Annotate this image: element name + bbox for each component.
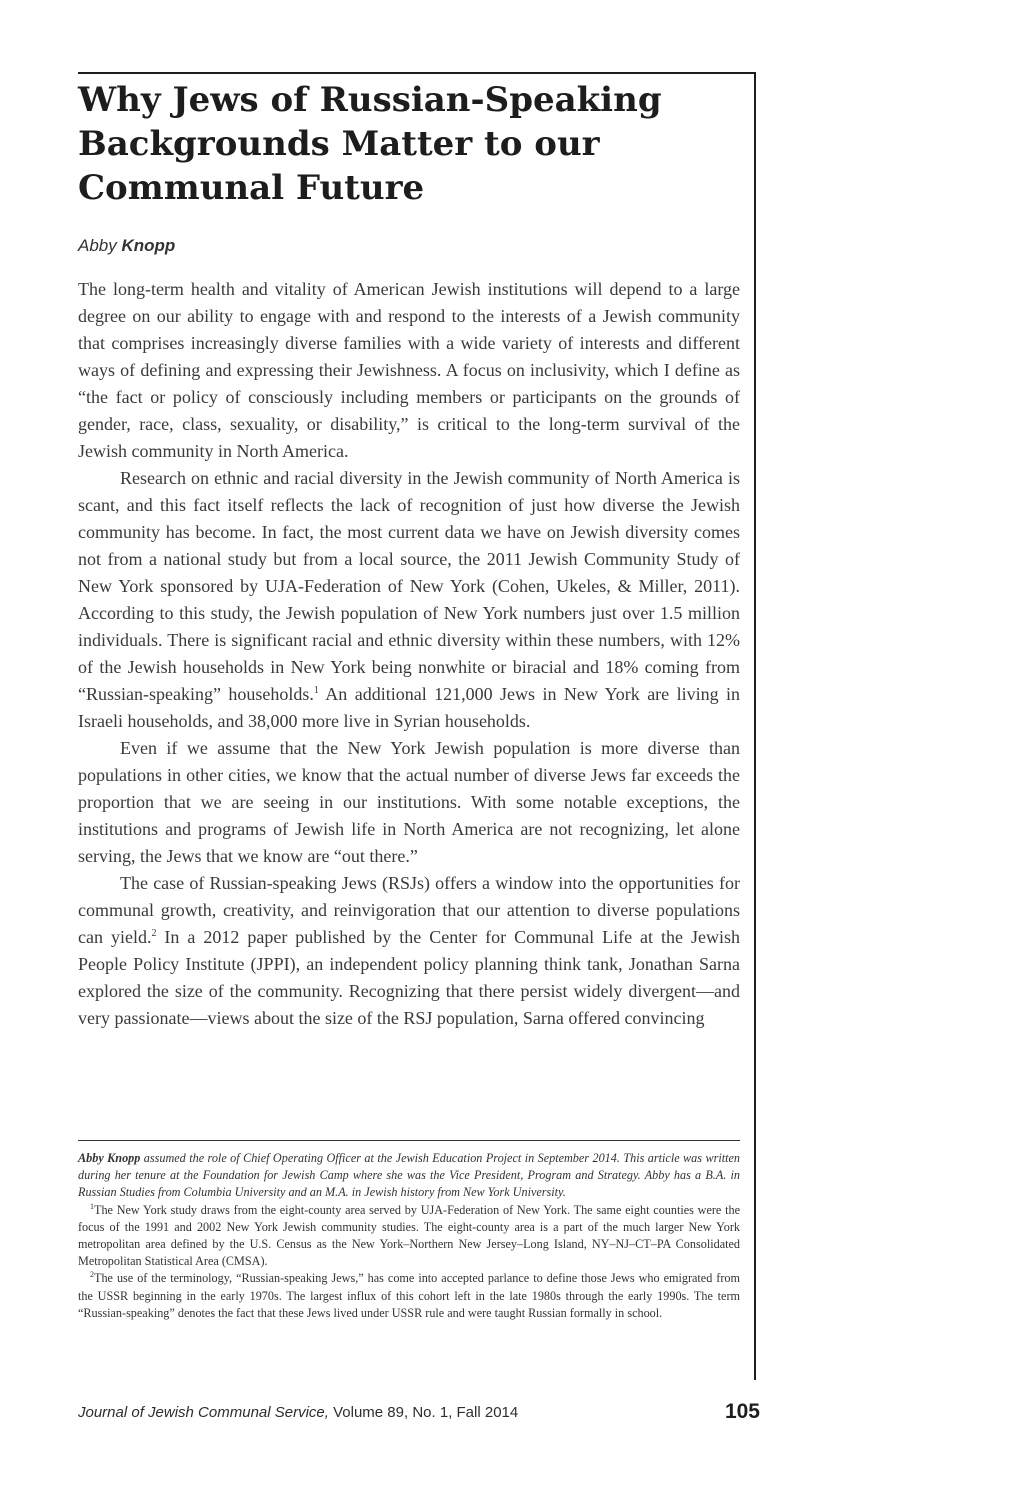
footnote-rule bbox=[78, 1140, 740, 1141]
paragraph-text: In a 2012 paper published by the Center for Communal Life at the Jewish People Policy Institute (JPPI), an independent policy planning think tank, Jonathan Sarna explored the size of the community. Recognizing that there persist widely divergent—and very passionate—views about the size of the RSJ population, Sarna offered convincing bbox=[78, 927, 740, 1028]
author-bio bbox=[78, 1150, 740, 1202]
title-line: Communal Future bbox=[78, 168, 425, 208]
footnote-ref: 1 bbox=[313, 685, 319, 696]
paragraph-text: The case of Russian-speaking Jews (RSJs) offers a window into the opportunities for communal growth, creativity, and reinvigoration that our attention to diverse populations can yield. bbox=[78, 873, 740, 947]
body-paragraph bbox=[78, 465, 740, 735]
body-paragraph bbox=[78, 870, 740, 1032]
article-body bbox=[78, 276, 740, 1032]
top-rule bbox=[78, 72, 756, 74]
body-paragraph: The long-term health and vitality of American Jewish institutions will depend to a large degree on our ability to engage with and respond to the interests of a Jewish community that comprises increasingly diverse families with a wide variety of interests and different ways of defining and expressing their Jewishness. A focus on inclusivity, which I define as “the fact or policy of consciously including members or participants on the grounds of gender, race, class, sexuality, or disability,” is critical to the long-term survival of the Jewish community in North America. bbox=[78, 279, 740, 461]
running-footer bbox=[78, 1403, 518, 1423]
footnote bbox=[78, 1202, 740, 1271]
bio-text: assumed the role of Chief Operating Officer at the Jewish Education Project in September 2014. This article was written during her tenure at the Foundation for Jewish Camp where she was the Vice President, Program and Strategy. Abby has a B.A. in Russian Studies from Columbia University and an M.A. in Jewish history from New York University. bbox=[78, 1151, 740, 1200]
author-first-name: Abby bbox=[78, 236, 117, 255]
paragraph-text: An additional 121,000 Jews in New York are living in Israeli households, and 38,000 more live in Syrian households. bbox=[78, 684, 740, 731]
journal-issue: Volume 89, No. 1, Fall 2014 bbox=[328, 1404, 519, 1421]
footnote bbox=[78, 1270, 740, 1322]
paragraph-text: Research on ethnic and racial diversity in the Jewish community of North America is scant, and this fact itself reflects the lack of recognition of just how diverse the Jewish community has become. In fact, the most current data we have on Jewish diversity comes not from a national study but from a local source, the 2011 Jewish Community Study of New York sponsored by UJA-Federation of New York (Cohen, Ukeles, & Miller, 2011). According to this study, the Jewish population of New York numbers just over 1.5 million individuals. There is significant racial and ethnic diversity within these numbers, with 12% of the Jewish households in New York being nonwhite or biracial and 18% coming from “Russian-speaking” households. bbox=[78, 468, 740, 704]
footnotes bbox=[78, 1150, 740, 1322]
footnote-mark: 1 bbox=[90, 1201, 94, 1211]
footnote-text: The New York study draws from the eight-county area served by UJA-Federation of New York. The same eight counties were the focus of the 1991 and 2002 New York Jewish community studies. The eight-county area is a part of the much larger New York metropolitan area defined by the U.S. Census as the New York–Northern New Jersey–Long Island, NY–NJ–CT–PA Consolidated Metropolitan Statistical Area (CMSA). bbox=[78, 1202, 740, 1269]
article-title bbox=[78, 78, 718, 210]
author-last-name: Knopp bbox=[121, 236, 176, 255]
author-byline bbox=[78, 234, 175, 258]
footnote-text: The use of the terminology, “Russian-speaking Jews,” has come into accepted parlance to define those Jews who emigrated from the USSR beginning in the early 1970s. The largest influx of this cohort left in the late 1980s through the early 1990s. The term “Russian-speaking” denotes the fact that these Jews lived under USSR rule and were taught Russian formally in school. bbox=[78, 1271, 740, 1320]
bio-name: Abby Knopp bbox=[78, 1151, 141, 1165]
footnote-mark: 2 bbox=[90, 1270, 94, 1280]
page-number: 105 bbox=[724, 1400, 760, 1423]
footnote-ref: 2 bbox=[151, 928, 157, 939]
body-paragraph: Even if we assume that the New York Jewish population is more diverse than populations in other cities, we know that the actual number of diverse Jews far exceeds the proportion that we are seeing in our institutions. With some notable exceptions, the institutions and programs of Jewish life in North America are not recognizing, let alone serving, the Jews that we know are “out there.” bbox=[78, 738, 740, 866]
journal-name: Journal of Jewish Communal Service, bbox=[78, 1404, 329, 1421]
title-line: Why Jews of Russian-Speaking bbox=[78, 80, 662, 120]
title-line: Backgrounds Matter to our bbox=[78, 124, 600, 164]
right-margin-rule bbox=[754, 72, 756, 1380]
